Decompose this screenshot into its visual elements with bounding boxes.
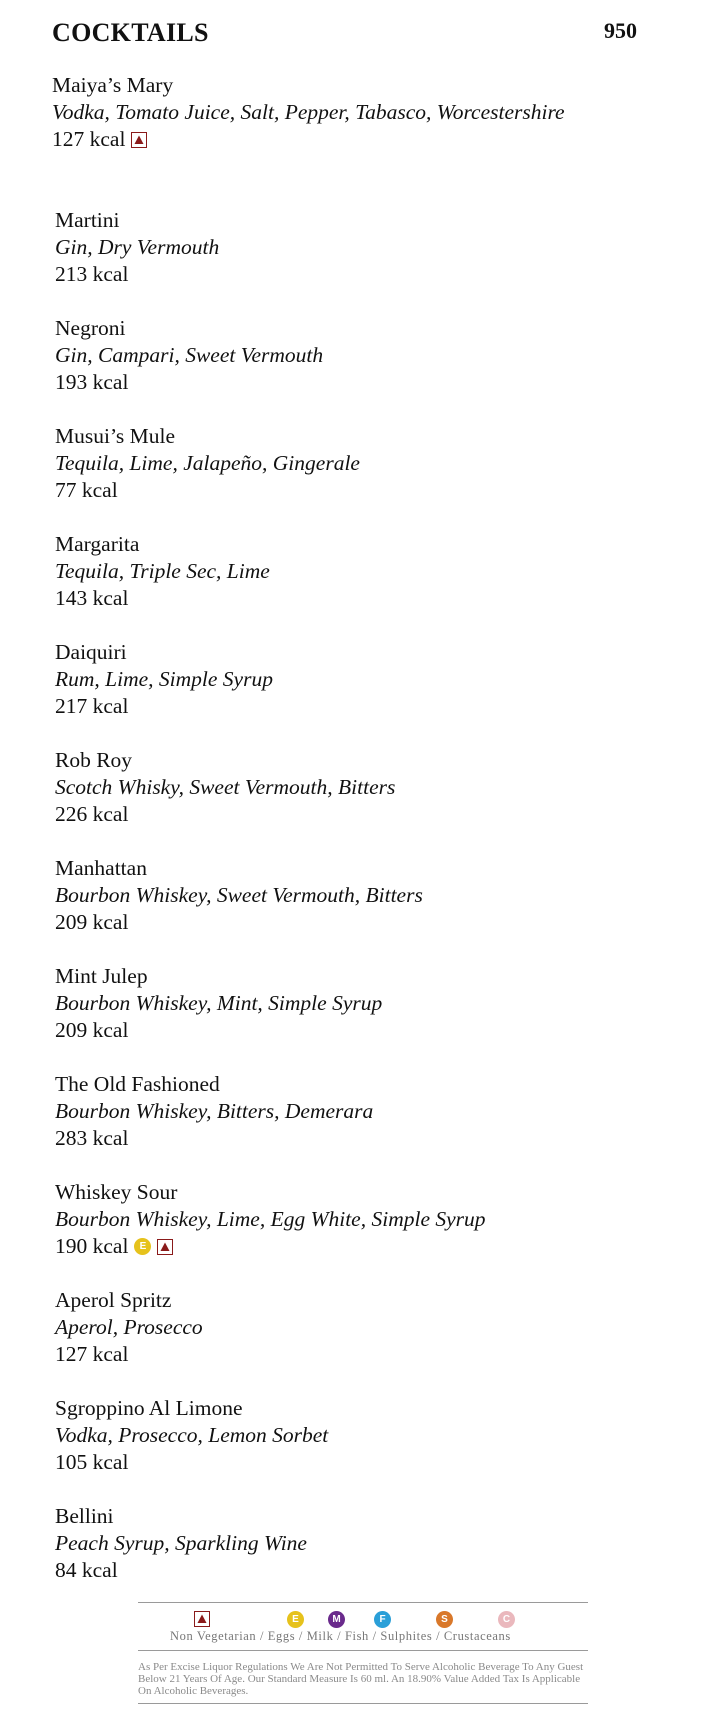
item-kcal: 127 kcal xyxy=(55,1342,129,1366)
item-kcal: 190 kcal xyxy=(55,1234,129,1258)
item-ingredients: Gin, Campari, Sweet Vermouth xyxy=(55,343,324,367)
item-name: Whiskey Sour xyxy=(55,1180,178,1204)
footer-divider xyxy=(138,1650,588,1651)
item-name: Aperol Spritz xyxy=(55,1288,172,1312)
item-ingredients: Scotch Whisky, Sweet Vermouth, Bitters xyxy=(55,775,396,799)
non-vegetarian-icon xyxy=(131,132,147,148)
item-name: Daiquiri xyxy=(55,640,127,664)
item-kcal: 226 kcal xyxy=(55,802,129,826)
sulphites-icon: S xyxy=(436,1611,453,1628)
item-ingredients: Vodka, Tomato Juice, Salt, Pepper, Tabasco, Worcestershire xyxy=(52,100,565,124)
item-kcal: 193 kcal xyxy=(55,370,129,394)
allergen-legend-icons xyxy=(138,1611,588,1628)
item-ingredients: Bourbon Whiskey, Bitters, Demerara xyxy=(55,1099,374,1123)
disclaimer-text: As Per Excise Liquor Regulations We Are Not Permitted To Serve Alcoholic Beverage To Any Guest Below 21 Years Of Age. Our Standard Measure Is 60 ml. An 18.90% Value Added Tax Is Applicable On Alcoholic Beverages. xyxy=(138,1661,584,1697)
menu-item xyxy=(55,207,655,315)
menu-item xyxy=(55,423,655,531)
item-kcal-row xyxy=(52,126,655,153)
item-name: Sgroppino Al Limone xyxy=(55,1396,243,1420)
menu-item xyxy=(55,639,655,747)
section-price: 950 xyxy=(604,18,637,43)
menu-item xyxy=(55,315,655,423)
item-name: The Old Fashioned xyxy=(55,1072,220,1096)
item-kcal: 143 kcal xyxy=(55,586,129,610)
section-header xyxy=(52,18,637,58)
item-ingredients: Aperol, Prosecco xyxy=(55,1315,203,1339)
item-name: Negroni xyxy=(55,316,126,340)
menu-footer xyxy=(138,1602,588,1704)
item-kcal: 77 kcal xyxy=(55,478,118,502)
item-ingredients: Bourbon Whiskey, Mint, Simple Syrup xyxy=(55,991,383,1015)
non-vegetarian-icon xyxy=(194,1611,210,1627)
item-kcal: 105 kcal xyxy=(55,1450,129,1474)
item-kcal: 213 kcal xyxy=(55,262,129,286)
item-ingredients: Peach Syrup, Sparkling Wine xyxy=(55,1531,307,1555)
item-ingredients: Tequila, Lime, Jalapeño, Gingerale xyxy=(55,451,360,475)
menu-item xyxy=(55,531,655,639)
section-title: COCKTAILS xyxy=(52,18,209,47)
menu-item xyxy=(55,1179,655,1287)
footer-divider xyxy=(138,1703,588,1704)
item-ingredients: Tequila, Triple Sec, Lime xyxy=(55,559,270,583)
milk-icon: M xyxy=(328,1611,345,1628)
item-name: Rob Roy xyxy=(55,748,133,772)
menu-item xyxy=(52,72,655,207)
item-kcal: 84 kcal xyxy=(55,1558,118,1582)
item-ingredients: Bourbon Whiskey, Sweet Vermouth, Bitters xyxy=(55,883,423,907)
eggs-icon: E xyxy=(134,1238,151,1255)
item-ingredients: Gin, Dry Vermouth xyxy=(55,235,220,259)
menu-item xyxy=(55,963,655,1071)
item-ingredients: Vodka, Prosecco, Lemon Sorbet xyxy=(55,1423,329,1447)
menu-item xyxy=(55,855,655,963)
item-ingredients: Rum, Lime, Simple Syrup xyxy=(55,667,273,691)
menu-item xyxy=(55,747,655,855)
item-name: Musui’s Mule xyxy=(55,424,176,448)
cocktail-list xyxy=(52,72,655,1611)
allergen-legend-text: Non Vegetarian / Eggs / Milk / Fish / Sulphites / Crustaceans xyxy=(170,1629,511,1643)
item-name: Maiya’s Mary xyxy=(52,73,174,97)
item-kcal: 127 kcal xyxy=(52,127,126,151)
menu-item xyxy=(55,1287,655,1395)
item-kcal: 209 kcal xyxy=(55,1018,129,1042)
footer-divider xyxy=(138,1602,588,1603)
item-kcal: 217 kcal xyxy=(55,694,129,718)
fish-icon: F xyxy=(374,1611,391,1628)
non-vegetarian-icon xyxy=(157,1239,173,1255)
item-kcal: 209 kcal xyxy=(55,910,129,934)
item-kcal-row xyxy=(55,1233,655,1260)
item-name: Mint Julep xyxy=(55,964,148,988)
item-ingredients: Bourbon Whiskey, Lime, Egg White, Simple Syrup xyxy=(55,1207,486,1231)
item-name: Margarita xyxy=(55,532,140,556)
eggs-icon: E xyxy=(287,1611,304,1628)
item-name: Martini xyxy=(55,208,120,232)
item-kcal: 283 kcal xyxy=(55,1126,129,1150)
item-name: Bellini xyxy=(55,1504,114,1528)
menu-item xyxy=(55,1503,655,1611)
menu-item xyxy=(55,1395,655,1503)
item-name: Manhattan xyxy=(55,856,147,880)
menu-item xyxy=(55,1071,655,1179)
crustaceans-icon: C xyxy=(498,1611,515,1628)
